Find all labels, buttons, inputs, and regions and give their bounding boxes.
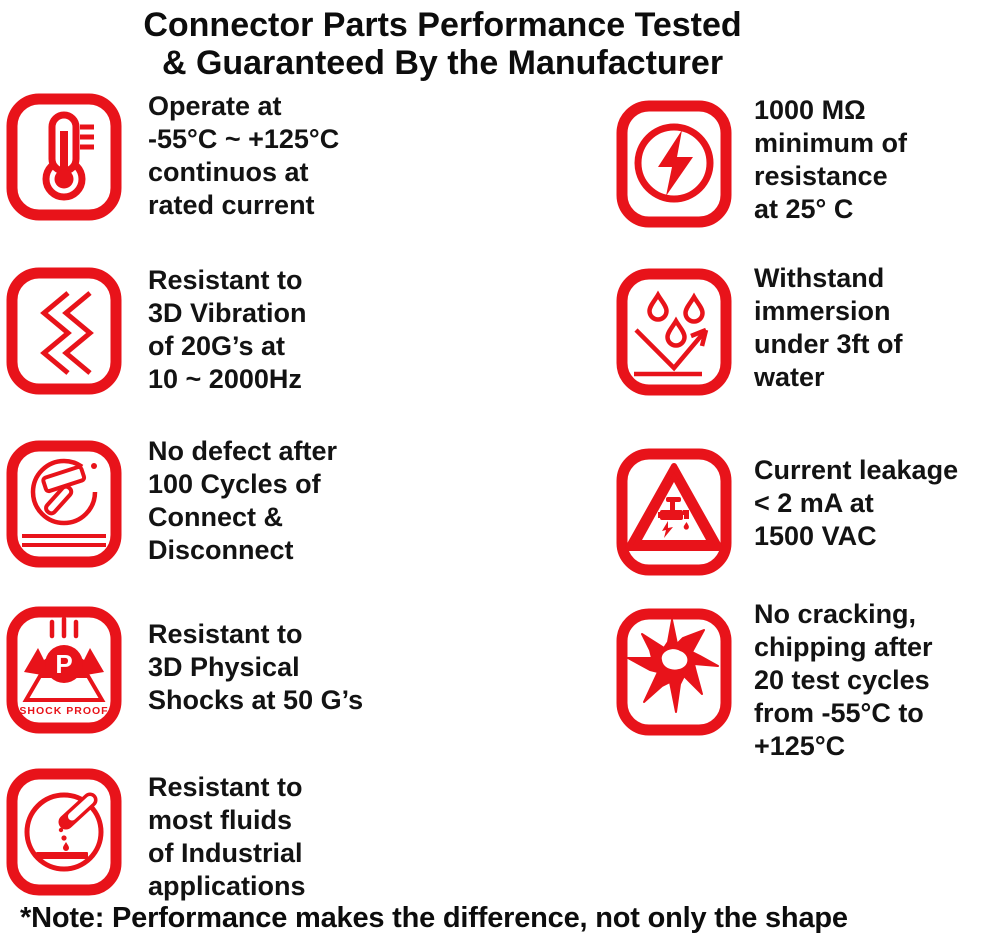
feature-line: most fluids [148,805,293,835]
feature-line: water [754,362,825,392]
fluids-icon [6,768,122,896]
no-cracking-icon [616,608,732,736]
feature-insulation-resistance [616,92,907,228]
feature-line: 100 Cycles of [148,469,321,499]
feature-operating-temperature [6,88,339,222]
feature-line: of 20G’s at [148,331,286,361]
feature-line: -55°C ~ +125°C [148,124,340,154]
feature-line: minimum of [754,128,907,158]
feature-line: applications [148,871,306,901]
feature-connect-cycles [6,432,337,568]
vibration-icon [6,267,122,395]
feature-line: from -55°C to [754,698,924,728]
feature-line: 10 ~ 2000Hz [148,364,302,394]
feature-line: No cracking, [754,599,917,629]
feature-text [148,618,363,717]
feature-line: Current leakage [754,455,959,485]
feature-line: rated current [148,190,315,220]
feature-current-leakage [616,446,958,576]
feature-line: Resistant to [148,772,303,802]
feature-physical-shock [6,606,363,734]
feature-vibration [6,260,307,396]
title-line-1: Connector Parts Performance Tested [143,6,742,44]
feature-text [148,264,307,396]
feature-line: chipping after [754,632,933,662]
feature-line: immersion [754,296,891,326]
shock-proof-icon [6,606,122,734]
feature-line: Withstand [754,263,885,293]
feature-line: +125°C [754,731,846,761]
feature-line: Resistant to [148,619,303,649]
shock-proof-label: SHOCK PROOF [19,705,109,717]
feature-line: resistance [754,161,888,191]
feature-line: No defect after [148,436,338,466]
feature-line: under 3ft of [754,329,903,359]
insulation-resistance-icon [616,100,732,228]
feature-text [754,262,903,394]
feature-line: 3D Physical [148,652,300,682]
footnote: *Note: Performance makes the difference, not only the shape [20,902,848,934]
feature-no-cracking [616,596,933,763]
feature-line: 20 test cycles [754,665,930,695]
current-leakage-icon [616,448,732,576]
feature-line: continuos at [148,157,309,187]
feature-line: 1000 MΩ [754,95,866,125]
feature-line: < 2 mA at [754,488,874,518]
feature-line: Disconnect [148,535,294,565]
feature-line: Resistant to [148,265,303,295]
feature-water-immersion [616,260,903,396]
feature-text [754,94,907,226]
feature-line: 3D Vibration [148,298,307,328]
feature-line: Connect & [148,502,283,532]
feature-text [148,435,337,567]
feature-text [148,771,306,903]
hammer-cycles-icon [6,440,122,568]
feature-line: at 25° C [754,194,854,224]
feature-line: Shocks at 50 G’s [148,685,364,715]
feature-text [148,90,339,222]
page-title [0,6,885,82]
title-line-2: & Guaranteed By the Manufacturer [161,44,724,82]
feature-text [754,454,958,553]
feature-text [754,598,933,763]
shock-proof-letter: P [55,649,73,679]
feature-line: Operate at [148,91,282,121]
thermometer-icon [6,93,122,221]
feature-line: of Industrial [148,838,303,868]
water-immersion-icon [616,268,732,396]
feature-fluid-resistance [6,766,306,903]
feature-line: 1500 VAC [754,521,877,551]
